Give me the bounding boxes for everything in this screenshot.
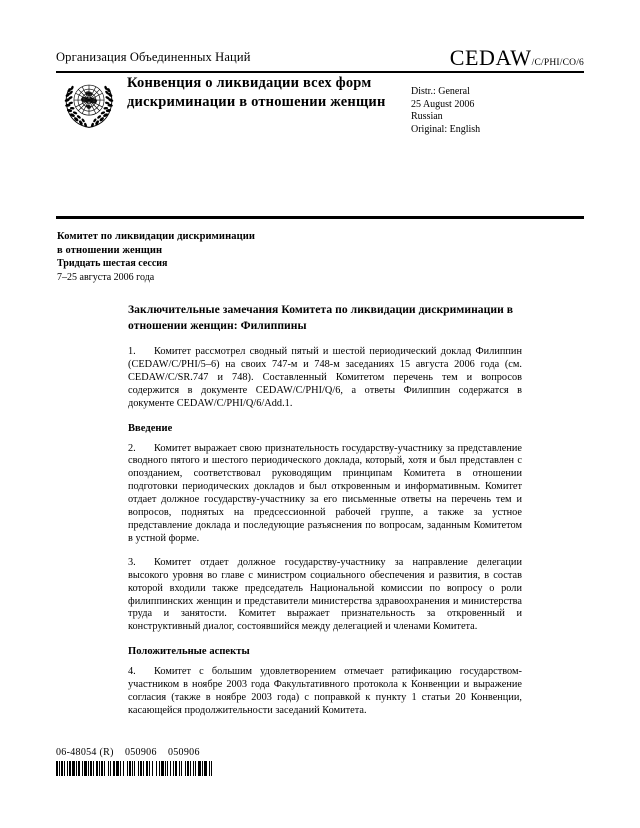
paragraph-text-3: Комитет отдает должное государству-участнику за направление делегации высокого уровня во главе с министром социального обеспечения и развития, в состав которой входили также председатель Национальной комиссии по вопросу о роли филиппинских женщин и представители министерства здравоохранения и министерства труда и занятости. Комитет выражает признательность за откровенный и конструктивный диалог, состоявшийся между делегацией и членами Комитета. [128, 556, 522, 633]
paragraph-number-4: 4. [128, 666, 136, 678]
committee-dates: 7–25 августа 2006 года [57, 271, 155, 283]
barcode [56, 761, 214, 776]
section-heading-positive-aspects: Положительные аспекты [128, 646, 250, 658]
paragraph-text-2: Комитет выражает свою признательность государству-участнику за представление сводного пятого и шестого периодического доклада, который, хотя и был представлен с опозданием, соответствовал руководящим принципам Комитета в отношении подготовки периодических докладов и был откровенным и информативным. Комитет отдает должное государству-участнику за его письменные ответы на перечень тем и вопросов, поднятых на предсессионной рабочей группе, а также за устное представление доклада и последующие разъяснения по вопросам, заданным Комитетом в устной форме. [128, 442, 522, 544]
organization-name: Организация Объединенных Наций [56, 50, 251, 64]
header-bottom-rule [56, 216, 584, 219]
distribution-language: Russian [411, 111, 443, 123]
committee-block [57, 230, 407, 284]
paragraph-3 [128, 557, 522, 634]
paragraph-4 [128, 666, 522, 718]
page-title: Заключительные замечания Комитета по ликвидации дискриминации в отношении женщин: Филиппины [128, 303, 514, 332]
committee-session: Тридцать шестая сессия [57, 258, 168, 269]
document-symbol-main: CEDAW [449, 45, 532, 70]
distribution-type: Distr.: General [411, 86, 470, 97]
un-emblem [60, 74, 118, 132]
document-symbol [450, 45, 584, 71]
paragraph-2 [128, 443, 522, 546]
committee-name-line1: Комитет по ликвидации дискриминации [57, 231, 256, 242]
distribution-block [411, 86, 576, 136]
paragraph-text-1: Комитет рассмотрел сводный пятый и шестой периодический доклад Филиппин (CEDAW/C/PHI/5–6) на своих 747-м и 748-м заседаниях 15 августа 2006 года (см. CEDAW/C/SR.747 и 748). Составленный Комитетом перечень тем и вопросов содержится в документе CEDAW/C/PHI/Q/6, а ответы Филиппин содержатся в документе CEDAW/C/PHI/Q/6/Add.1. [128, 346, 522, 409]
paragraph-number-1: 1. [128, 346, 136, 357]
distribution-date: 25 August 2006 [411, 98, 475, 110]
document-symbol-suffix: /C/PHI/CO/6 [531, 58, 584, 68]
committee-name-line2: в отношении женщин [57, 244, 163, 256]
paragraph-number-2: 2. [128, 442, 136, 454]
job-number: 06-48054 (R) 050906 050906 [56, 747, 200, 758]
document-header [56, 45, 584, 72]
section-heading-introduction: Введение [128, 422, 173, 434]
paragraph-number-3: 3. [128, 556, 136, 568]
header-top-rule [56, 71, 584, 73]
paragraph-1 [128, 346, 522, 411]
paragraph-text-4: Комитет с большим удовлетворением отмечает ратификацию государством-участником в ноябре 2003 года Факультативного протокола к Конвенции и выражение согласия (также в ноябре 2003 года) с поправкой к пункту 1 статьи 20 Конвенции, касающейся продолжительности заседаний Комитета. [128, 666, 522, 716]
convention-title: Конвенция о ликвидации всех форм дискриминации в отношении женщин [127, 75, 386, 110]
distribution-original: Original: English [411, 123, 481, 135]
document-body [128, 302, 522, 729]
